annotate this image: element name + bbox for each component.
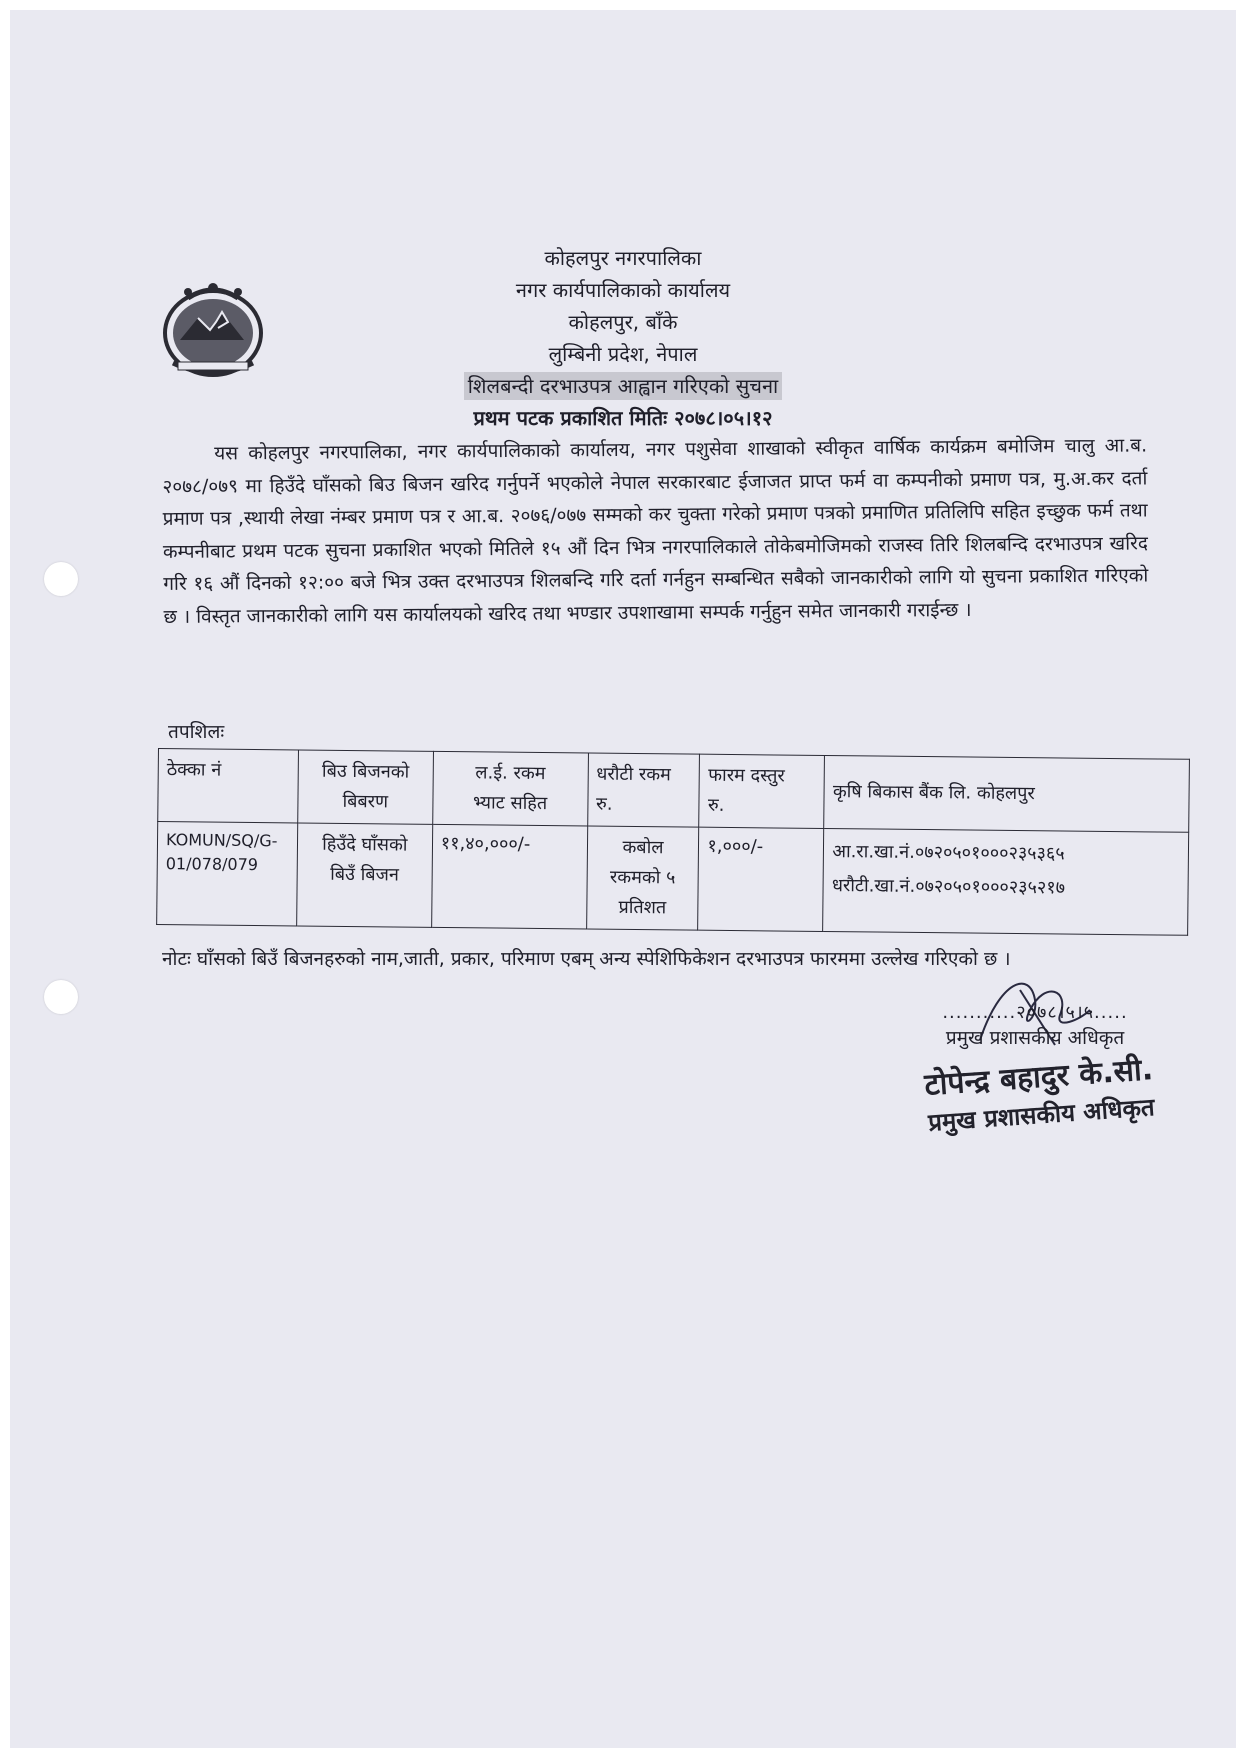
cell-bank-accounts bbox=[823, 828, 1189, 935]
header-seed-description: बिउ बिजनको बिबरण bbox=[298, 750, 434, 824]
table-label: तपशिलः bbox=[168, 721, 225, 743]
stamp-designation: प्रमुख प्रशासकीय अधिकृत bbox=[927, 1093, 1156, 1137]
municipality-name: कोहलपुर नगरपालिका bbox=[544, 246, 702, 270]
table-row bbox=[157, 822, 1189, 936]
header-contract-number: ठेक्का नं bbox=[158, 749, 299, 823]
table-header-row bbox=[158, 749, 1190, 833]
office-name: नगर कार्यपालिकाको कार्यालय bbox=[515, 278, 731, 302]
cell-form-fee: १,०००/- bbox=[698, 827, 824, 931]
revenue-account: आ.रा.खा.नं.०७२०५०१०००२३५३६५ bbox=[832, 841, 1065, 865]
notice-body bbox=[162, 429, 1149, 633]
tender-details-table bbox=[156, 748, 1190, 936]
cell-contract-number: KOMUN/SQ/G- 01/078/079 bbox=[157, 822, 298, 926]
cell-deposit-amount: कबोल रकमको ५ प्रतिशत bbox=[586, 826, 699, 930]
deposit-account: धरौटी.खा.नं.०७२०५०१०००२३५२१७ bbox=[831, 875, 1066, 899]
official-stamp bbox=[908, 1049, 1173, 1141]
header-cost-estimate: ल.ई. रकम भ्याट सहित bbox=[432, 751, 588, 826]
punch-hole-bottom bbox=[44, 980, 78, 1014]
header-bank: कृषि बिकास बैंक लि. कोहलपुर bbox=[824, 755, 1189, 832]
cell-seed-description: हिउँदे घाँसको बिउँ बिजन bbox=[297, 823, 433, 927]
stamp-name: टोपेन्द्र बहादुर के.सी. bbox=[923, 1052, 1155, 1103]
signature-date: ...........२०७८।५।५..... bbox=[942, 1002, 1128, 1023]
notice-title: शिलबन्दी दरभाउपत्र आह्वान गरिएको सुचना bbox=[464, 372, 782, 400]
cell-cost-estimate: ११,४०,०००/- bbox=[431, 824, 587, 929]
document-page bbox=[10, 10, 1236, 1748]
notice-paragraph: यस कोहलपुर नगरपालिका, नगर कार्यपालिकाको कार्यालय, नगर पशुसेवा शाखाको स्वीकृत वार्षिक कार्यक्रम बमोजिम चालु आ.ब. २०७८/०७९ मा हिउँदे घाँसको बिउ बिजन खरिद गर्नुपर्ने भएकोले नेपाल सरकारबाट ईजाजत प्राप्त फर्म वा कम्पनीको प्रमाण पत्र, मु.अ.कर दर्ता प्रमाण पत्र ,स्थायी लेखा नंम्बर प्रमाण पत्र र आ.ब. २०७६/०७७ सम्मको कर चुक्ता गरेको प्रमाण पत्रको प्रमाणित प्रतिलिपि सहित इच्छुक फर्म तथा कम्पनीबाट प्रथम पटक सुचना प्रकाशित भएको मितिले १५ औं दिन भित्र नगरपालिकाले तोकेबमोजिमको राजस्व तिरि शिलबन्दि दरभाउपत्र खरिद गरि १६ औं दिनको १२:०० बजे भित्र उक्त दरभाउपत्र शिलबन्दि गरि दर्ता गर्नहुन सम्बन्धित सबैको जानकारीको लागि यो सुचना प्रकाशित गरिएको छ । विस्तृत जानकारीको लागि यस कार्यालयको खरिद तथा भण्डार उपशाखामा सम्पर्क गर्नुहुन समेत जानकारी गराईन्छ । bbox=[162, 434, 1149, 628]
header-form-fee: फारम दस्तुर रु. bbox=[699, 754, 825, 828]
province-country: लुम्बिनी प्रदेश, नेपाल bbox=[548, 342, 698, 366]
note-text: नोटः घाँसको बिउँ बिजनहरुको नाम,जाती, प्रकार, परिमाण एबम् अन्य स्पेशिफिकेशन दरभाउपत्र फारममा उल्लेख गरिएको छ । bbox=[162, 948, 1011, 970]
office-location: कोहलपुर, बाँके bbox=[568, 310, 678, 334]
signature-title: प्रमुख प्रशासकीय अधिकृत bbox=[945, 1027, 1125, 1049]
signature-block bbox=[890, 1000, 1180, 1050]
publication-date: प्रथम पटक प्रकाशित मितिः २०७८।०५।१२ bbox=[473, 406, 773, 430]
punch-hole-top bbox=[44, 562, 78, 596]
office-header bbox=[10, 242, 1236, 434]
header-deposit-amount: धरौटी रकम रु. bbox=[587, 753, 700, 827]
